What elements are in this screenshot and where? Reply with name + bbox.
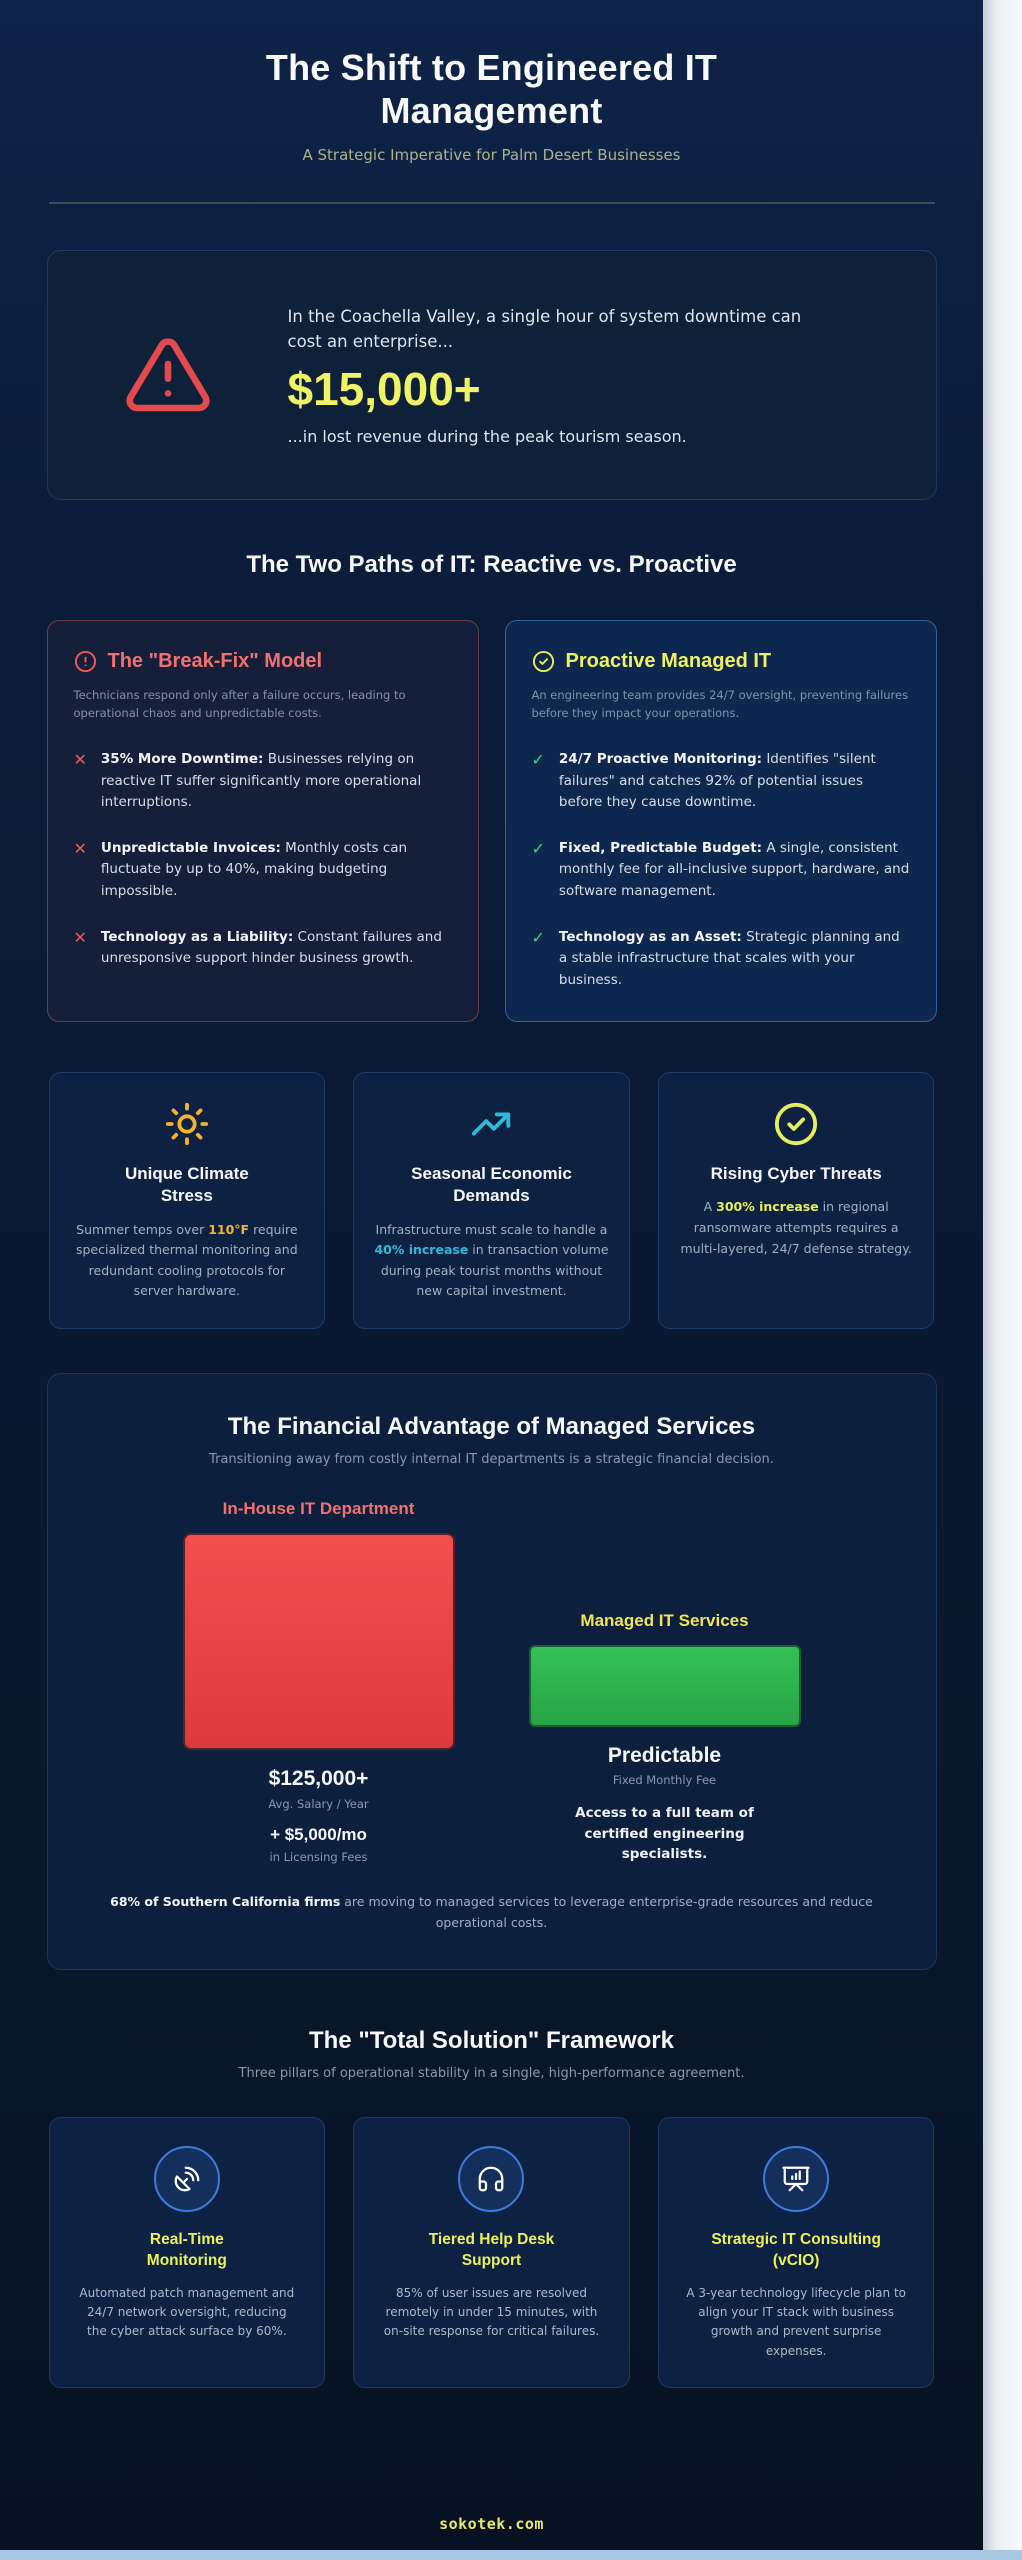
list-item <box>74 838 452 903</box>
hero-divider <box>49 202 935 204</box>
managed-note: Access to a full team of certified engineering specialists. <box>575 1805 754 1862</box>
inhouse-extra: + $5,000/mo <box>270 1824 367 1844</box>
item-lead: 24/7 Proactive Monitoring: <box>558 751 763 767</box>
x-mark-icon: ✕ <box>73 750 87 769</box>
stat-highlight: 300% increase <box>716 1199 819 1215</box>
item-lead: 35% More Downtime: <box>100 751 264 767</box>
stat-cards <box>49 1072 935 1329</box>
pillar-card-helpdesk <box>353 2117 630 2388</box>
list-item <box>74 927 452 970</box>
pillar-title: Real-Time Monitoring <box>146 2231 227 2270</box>
breakfix-header <box>74 649 452 673</box>
footer-site: sokotek.com <box>439 2515 544 2533</box>
downtime-warning-card <box>47 250 937 500</box>
headset-icon <box>458 2146 524 2212</box>
stat-card-cyber <box>658 1072 935 1329</box>
two-paths-cards <box>47 620 937 1022</box>
inhouse-bar <box>183 1533 455 1750</box>
pillar-body: A 3-year technology lifecycle plan to align your IT stack with business growth and prevent surprise expenses. <box>686 2286 906 2358</box>
list-item <box>532 927 910 992</box>
stat-highlight: 40% increase <box>374 1242 469 1258</box>
financial-footnote <box>107 1892 877 1933</box>
managed-bar <box>529 1645 801 1727</box>
item-lead: Fixed, Predictable Budget: <box>558 839 763 856</box>
page-subtitle: A Strategic Imperative for Palm Desert Businesses <box>302 146 681 165</box>
presentation-chart-icon <box>763 2146 829 2212</box>
stat-body: A 300% increase in regional ransomware attempts requires a multi-layered, 24/7 defense strategy. <box>680 1199 912 1256</box>
proactive-header <box>532 649 910 673</box>
item-rest: Monthly costs can fluctuate by up to 40%, making budgeting impossible. <box>100 839 408 899</box>
inhouse-caption: Avg. Salary / Year <box>268 1796 369 1811</box>
proactive-list <box>532 749 910 991</box>
managed-label: Managed IT Services <box>580 1610 749 1630</box>
sun-icon <box>68 1101 307 1147</box>
managed-caption: Fixed Monthly Fee <box>612 1773 717 1788</box>
x-mark-icon: ✕ <box>73 838 87 858</box>
pillar-body: Automated patch management and 24/7 network oversight, reducing the cyber attack surface by 60%. <box>79 2286 295 2339</box>
managed-value: Predictable <box>607 1744 722 1768</box>
item-lead: Technology as a Liability: <box>100 928 294 945</box>
item-lead: Technology as an Asset: <box>558 928 742 945</box>
pillar-card-consulting <box>658 2117 935 2388</box>
stat-body: Infrastructure must scale to handle a 40% increase in transaction volume during peak tourist months without new capital investment. <box>374 1221 609 1299</box>
stat-card-seasonal <box>353 1072 630 1329</box>
viewport-bottom-edge <box>0 2550 1022 2560</box>
footnote-bold: 68% of Southern California firms <box>110 1894 341 1909</box>
check-circle-icon <box>532 650 555 673</box>
pillar-body: 85% of user issues are resolved remotely in under 15 minutes, with on-site response for critical failures. <box>383 2286 600 2339</box>
breakfix-title: The "Break-Fix" Model <box>107 650 323 673</box>
stat-highlight: 110°F <box>208 1221 250 1237</box>
stat-card-climate <box>49 1072 326 1329</box>
item-rest: Strategic planning and a stable infrastructure that scales with your business. <box>558 928 900 988</box>
item-rest: A single, consistent monthly fee for all-inclusive support, hardware, and software management. <box>558 839 910 899</box>
stat-title: Rising Cyber Threats <box>710 1164 882 1184</box>
stat-title: Seasonal Economic Demands <box>411 1164 572 1206</box>
proactive-description: An engineering team provides 24/7 oversight, preventing failures before they impact your operations. <box>531 688 909 721</box>
check-mark-icon: ✓ <box>531 750 545 769</box>
check-mark-icon: ✓ <box>531 927 545 947</box>
proactive-title: Proactive Managed IT <box>565 650 772 673</box>
inhouse-column <box>169 1499 469 1864</box>
cost-comparison-chart <box>78 1499 906 1864</box>
framework-subheading: Three pillars of operational stability in a single, high-performance agreement. <box>238 2066 745 2082</box>
financial-card <box>47 1373 937 1970</box>
list-item <box>532 749 910 814</box>
warning-intro: In the Coachella Valley, a single hour of system downtime can cost an enterprise... <box>287 306 802 351</box>
alert-triangle-icon <box>88 331 248 419</box>
financial-subheading: Transitioning away from costly internal IT departments is a strategic financial decision. <box>209 1452 774 1468</box>
item-rest: Identifies "silent failures" and catches 92% of potential issues before they cause downtime. <box>558 751 876 811</box>
breakfix-list <box>74 749 452 970</box>
warning-text <box>288 305 833 446</box>
proactive-card <box>505 620 937 1022</box>
pillar-title: Tiered Help Desk Support <box>428 2231 555 2270</box>
pillar-title: Strategic IT Consulting (vCIO) <box>711 2231 881 2270</box>
trending-up-icon <box>372 1101 611 1147</box>
managed-column <box>515 1611 815 1864</box>
alert-circle-icon <box>74 650 97 673</box>
inhouse-label: In-House IT Department <box>222 1499 415 1519</box>
inhouse-value: $125,000+ <box>268 1767 369 1791</box>
breakfix-description: Technicians respond only after a failure occurs, leading to operational chaos and unpredictable costs. <box>73 688 406 721</box>
stat-title: Unique Climate Stress <box>124 1164 249 1206</box>
hero <box>0 0 983 204</box>
two-paths-heading: The Two Paths of IT: Reactive vs. Proactive <box>246 551 737 579</box>
warning-amount: $15,000+ <box>287 363 481 416</box>
x-mark-icon: ✕ <box>73 927 87 947</box>
framework-heading: The "Total Solution" Framework <box>308 2027 674 2055</box>
item-rest: Businesses relying on reactive IT suffer significantly more operational interruptions. <box>100 751 422 811</box>
stat-body: Summer temps over 110°F require specialized thermal monitoring and redundant cooling protocols for server hardware. <box>75 1221 298 1299</box>
breakfix-card <box>47 620 479 1022</box>
financial-heading: The Financial Advantage of Managed Services <box>227 1413 756 1441</box>
inhouse-extra-caption: in Licensing Fees <box>269 1850 368 1864</box>
list-item <box>74 749 452 814</box>
item-rest: Constant failures and unresponsive support hinder business growth. <box>100 928 442 967</box>
scrollbar-track[interactable] <box>983 0 1022 2560</box>
list-item <box>532 838 910 903</box>
radar-dish-icon <box>154 2146 220 2212</box>
check-mark-icon: ✓ <box>531 838 545 858</box>
warning-outro: ...in lost revenue during the peak tourism season. <box>287 426 687 446</box>
footnote-rest: are moving to managed services to leverage enterprise-grade resources and reduce operational costs. <box>340 1894 873 1930</box>
check-circle-icon <box>677 1101 916 1147</box>
item-lead: Unpredictable Invoices: <box>100 839 281 856</box>
pillar-cards <box>49 2117 935 2388</box>
pillar-card-monitoring <box>49 2117 326 2388</box>
page-title: The Shift to Engineered IT Management <box>265 47 718 132</box>
